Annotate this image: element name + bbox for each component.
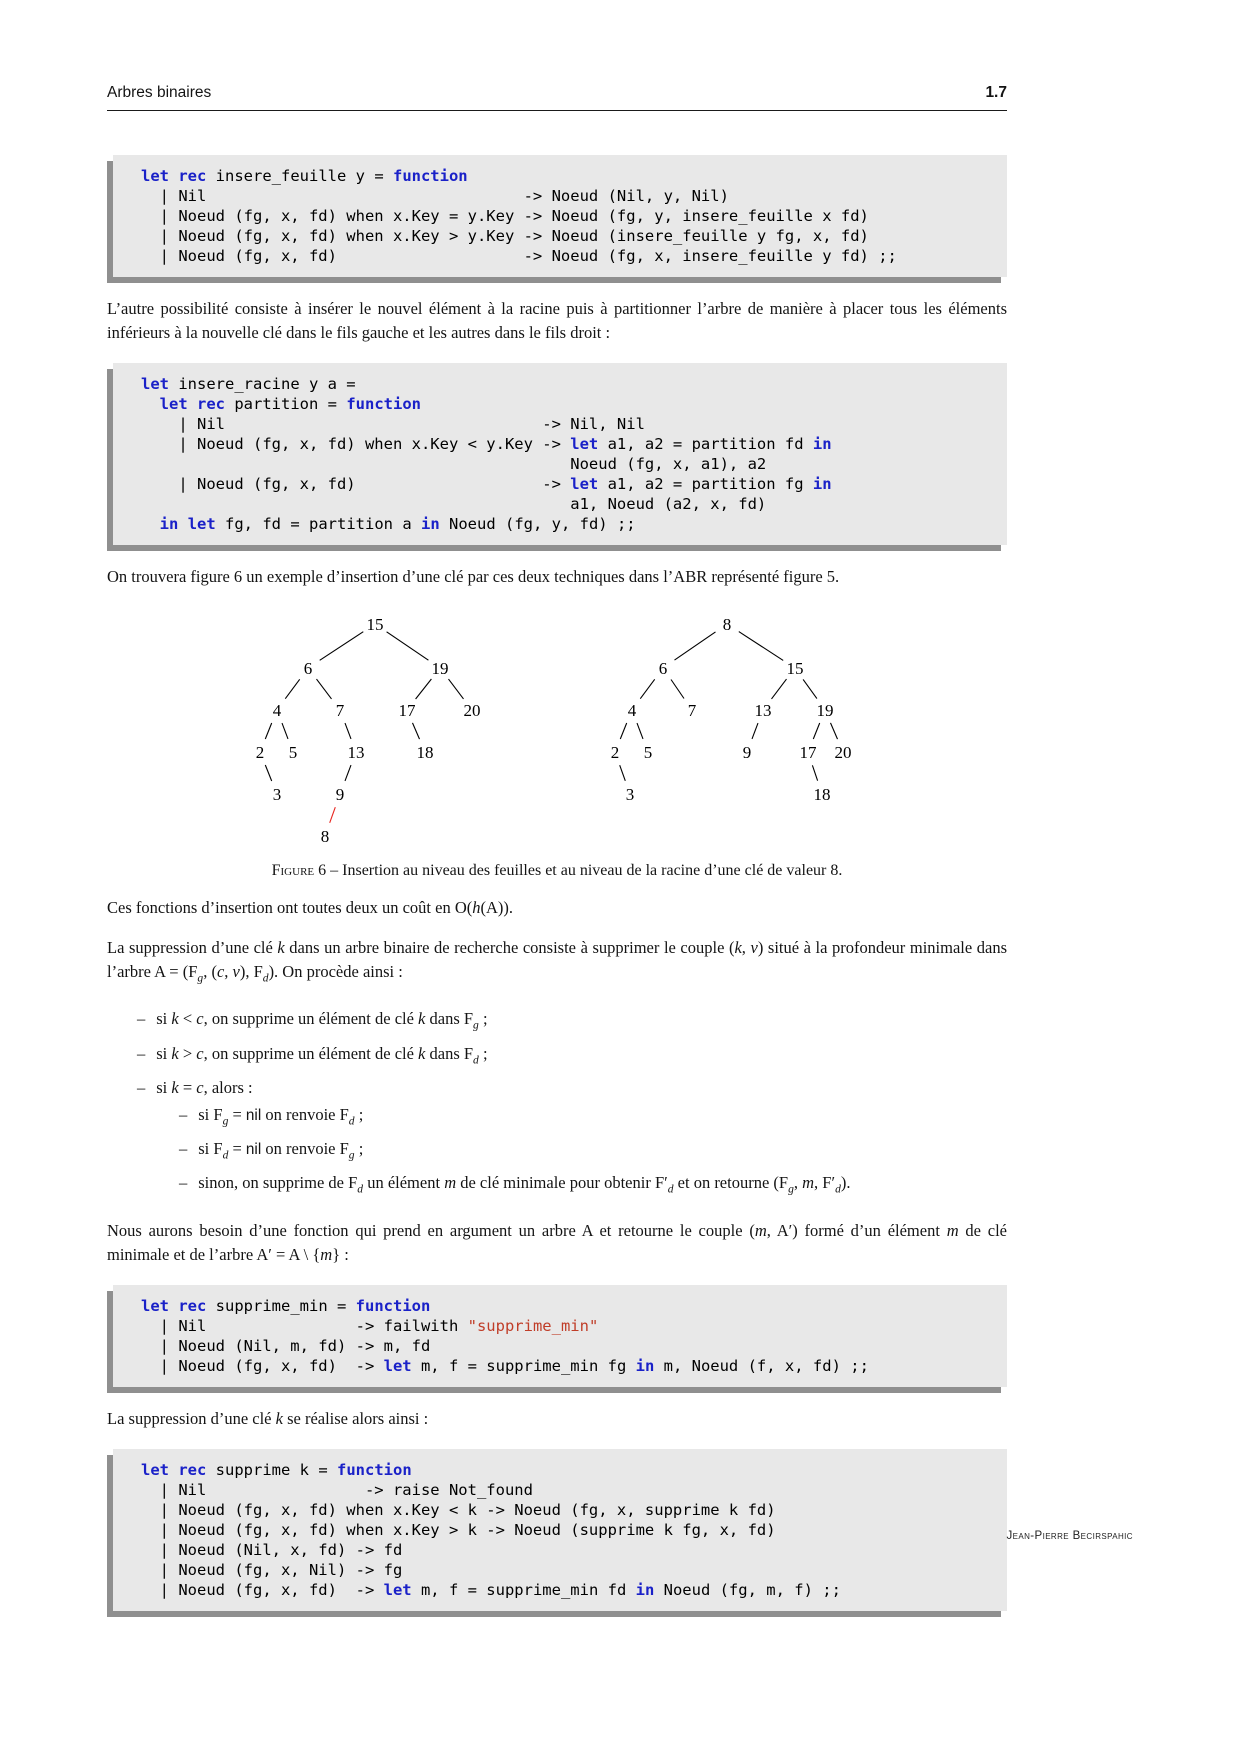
tree-edge	[345, 765, 351, 781]
tree-node-label: 6	[658, 659, 668, 678]
tree-edge	[671, 680, 684, 699]
tree-edge	[320, 632, 364, 661]
list-item: – sinon, on supprime de $F_d$ un élément m de clé minimale pour obtenir $F'_d$ et on retourne ($F_g$, m, $F'_d$).	[179, 1170, 1007, 1202]
list-item: – si k > c, on supprime un élément de clé k dans $F_d$ ;	[137, 1041, 1007, 1073]
tree-node-label: 9	[742, 743, 752, 762]
code-line: | Noeud (fg, x, fd) when x.Key > k -> Noeud (supprime k fg, x, fd)	[141, 1520, 776, 1539]
list-dash-marker: –	[179, 1104, 188, 1124]
tree-node-label: 7	[687, 701, 697, 720]
code-line: | Noeud (fg, x, fd) -> let m, f = supprime_min fd in Noeud (fg, m, f) ;;	[141, 1580, 841, 1599]
tree-node-label: 20	[834, 743, 852, 762]
code-block-insere-racine	[113, 363, 1007, 545]
code-line: | Noeud (fg, x, Nil) -> fg	[141, 1560, 403, 1579]
tree-edge	[387, 632, 429, 660]
tree-edge	[285, 679, 299, 698]
tree-edge	[739, 632, 783, 661]
code-block-supprime-min	[113, 1285, 1007, 1387]
code-line: let rec partition = function	[159, 395, 421, 413]
code-line: | Noeud (fg, x, fd) -> Noeud (fg, x, insere_feuille y fd) ;;	[141, 247, 897, 265]
page-footer-author: Jean-Pierre Becirspahic	[1006, 1530, 1133, 1542]
list-dash-marker: –	[179, 1139, 188, 1159]
code-line: | Noeud (Nil, x, fd) -> fd	[141, 1540, 403, 1559]
code-line: | Noeud (fg, x, fd) when x.Key > y.Key -> Noeud (insere_feuille y fg, x, fd)	[141, 227, 869, 245]
tree-node-label: 19	[431, 659, 449, 678]
tree-edge	[772, 679, 787, 699]
tree-edge	[637, 723, 643, 739]
tree-edge	[752, 723, 758, 739]
tree-node-label: 5	[643, 743, 653, 762]
tree-node-label: 17	[799, 743, 817, 762]
code-line: a1, Noeud (a2, x, fd)	[141, 495, 767, 513]
tree-node-label: 18	[416, 743, 434, 762]
code-line: let insere_racine y a =	[141, 375, 356, 393]
tree-edge	[345, 723, 351, 739]
code-line: let rec supprime_min = function	[141, 1296, 431, 1315]
tree-node-label: 6	[303, 659, 313, 678]
list-dash-marker: –	[179, 1173, 188, 1193]
tree-node-label: 7	[335, 701, 345, 720]
tree-node-label: 8	[320, 827, 330, 846]
paragraph-insert-root-intro: L’autre possibilité consiste à insérer le nouvel élément à la racine puis à partitionner l’arbre de manière à placer tous les éléments inférieurs à la nouvelle clé dans le fils gauche et les autres dans le fils droit :	[107, 299, 1007, 342]
code-line: | Noeud (Nil, m, fd) -> m, fd	[141, 1336, 431, 1355]
code-line: | Noeud (fg, x, fd) -> let a1, a2 = partition fg in	[141, 475, 832, 493]
code-block-supprime	[113, 1449, 1007, 1611]
paragraph-cost: Ces fonctions d’insertion ont toutes deux un coût en O(h(A)).	[107, 898, 514, 917]
tree-node-label: 2	[610, 743, 620, 762]
tree-node-label: 13	[347, 743, 365, 762]
tree-node-label: 5	[288, 743, 298, 762]
tree-node-label: 19	[816, 701, 834, 720]
code-line: Noeud (fg, x, a1), a2	[141, 455, 767, 473]
tree-edge	[413, 723, 420, 739]
tree-edge	[449, 679, 464, 699]
tree-node-label: 4	[272, 701, 282, 720]
code-line: | Nil -> failwith "supprime_min"	[141, 1316, 599, 1335]
tree-edge	[831, 723, 838, 739]
tree-edge	[317, 679, 332, 699]
tree-edge	[265, 765, 271, 781]
code-line: | Nil -> Nil, Nil	[141, 415, 645, 433]
paragraph-figure-reference: On trouvera figure 6 un exemple d’insertion d’une clé par ces deux techniques dans l’ABR représenté figure 5.	[107, 567, 840, 586]
tree-node-label: 17	[398, 701, 416, 720]
tree-node-label: 18	[813, 785, 831, 804]
header-section-title: Arbres binaires	[107, 84, 212, 101]
code-line: in let fg, fd = partition a in Noeud (fg, y, fd) ;;	[159, 515, 636, 533]
tree-edge	[812, 765, 817, 780]
deletion-rules-list	[137, 1006, 1007, 1202]
paragraph-deletion-intro: La suppression d’une clé k dans un arbre binaire de recherche consiste à supprimer le couple (k, v) situé à la profondeur minimale dans l’arbre $A = (F_g$, (c, v), $F_d$). On procède ainsi :	[107, 938, 1008, 985]
code-line: let rec supprime k = function	[141, 1460, 412, 1479]
tree-edge	[803, 679, 817, 698]
list-dash-marker: –	[137, 1043, 146, 1063]
tree-edge	[675, 632, 716, 660]
tree-node-label: 3	[272, 785, 282, 804]
code-block-insere-feuille	[113, 155, 1007, 277]
tree-node-label: 9	[335, 785, 345, 804]
tree-edge	[330, 807, 336, 823]
tree-edge	[813, 723, 819, 739]
code-line: | Nil -> raise Not_found	[141, 1480, 533, 1499]
code-line: let rec insere_feuille y = function	[141, 167, 468, 185]
header-page-number: 1.7	[985, 84, 1007, 101]
code-line: | Nil -> Noeud (Nil, y, Nil)	[141, 187, 729, 205]
figure-caption: Figure 6 – Insertion au niveau des feuilles et au niveau de la racine d’une clé de valeur 8.	[271, 862, 843, 879]
tree-edge	[620, 765, 626, 781]
list-dash-marker: –	[137, 1009, 146, 1029]
tree-edge	[640, 679, 654, 698]
tree-edge	[620, 723, 626, 739]
tree-node-label: 4	[627, 701, 637, 720]
page-header	[107, 84, 1007, 111]
list-item: – si k < c, on supprime un élément de clé k dans $F_g$ ;	[137, 1006, 1007, 1038]
tree-node-label: 13	[754, 701, 772, 720]
tree-node-label: 2	[255, 743, 265, 762]
tree-node-label: 20	[463, 701, 481, 720]
list-dash-marker: –	[137, 1077, 146, 1097]
code-line: | Noeud (fg, x, fd) when x.Key < y.Key -> let a1, a2 = partition fd in	[141, 435, 832, 453]
paragraph-supprime-min-intro: Nous aurons besoin d’une fonction qui prend en argument un arbre A et retourne le couple (m, A′) formé d’un élément m de clé minimale et de l’arbre A′ = A \ {m} :	[107, 1220, 1007, 1264]
tree-node-label: 15	[366, 615, 384, 634]
list-item: – si $F_d$ = nil on renvoie $F_g$ ;	[179, 1136, 1007, 1168]
list-item: – si k = c, alors :	[137, 1075, 1007, 1100]
tree-node-label: 3	[625, 785, 635, 804]
tree-edge	[282, 723, 288, 739]
tree-node-label: 8	[722, 615, 732, 634]
tree-edge	[265, 723, 271, 739]
tree-edge	[416, 679, 432, 699]
figure-trees	[107, 607, 1007, 880]
list-item: – si $F_g$ = nil on renvoie $F_d$ ;	[179, 1102, 1007, 1134]
paragraph-supprime-intro: La suppression d’une clé k se réalise alors ainsi :	[107, 1408, 429, 1428]
code-line: | Noeud (fg, x, fd) when x.Key < k -> Noeud (fg, x, supprime k fd)	[141, 1500, 776, 1519]
trees-svg	[107, 607, 1007, 852]
tree-node-label: 15	[786, 659, 804, 678]
code-line: | Noeud (fg, x, fd) when x.Key = y.Key -> Noeud (fg, y, insere_feuille x fd)	[141, 207, 869, 225]
code-line: | Noeud (fg, x, fd) -> let m, f = supprime_min fg in m, Noeud (f, x, fd) ;;	[141, 1356, 869, 1375]
